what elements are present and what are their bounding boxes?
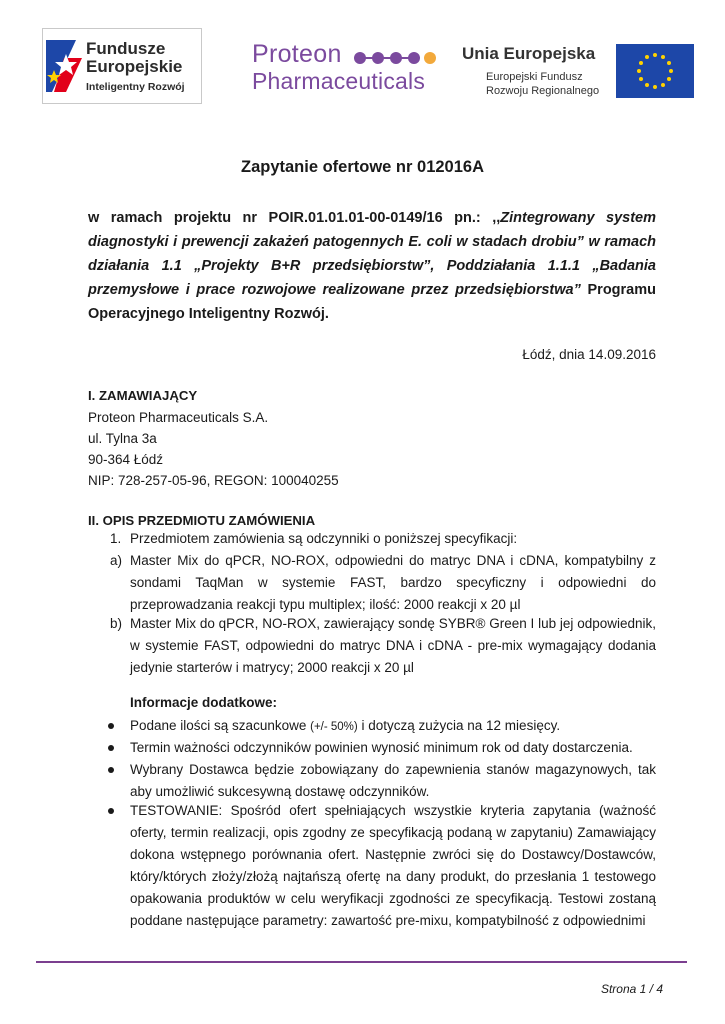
list-item (110, 613, 656, 679)
intro-part1: w ramach projektu nr POIR.01.01.01-00-0149/16 pn.: ,, (88, 210, 501, 226)
bullet-text: TESTOWANIE: Spośród ofert spełniających wszystkie kryteria zapytania (ważność oferty, termin realizacji, opis zgodny ze specyfikacją podaną w zapytaniu) Zamawiający dokona wstępnego porównania ofert. Następnie zwróci się do Dostawcy/Dostawców, który/których złoży/złożą najtańszą ofertę na dany produkt, do przesłania 1 testowego opakowania produktów w celu weryfikacji zgodności ze specyfikacją. Testowi zostaną poddane następujące parametry: zawartość pre-mixu, kompatybilność z odpowiednimi (130, 803, 656, 928)
ue-logo-line3: Rozwoju Regionalnego (486, 85, 600, 97)
bullet-text: Podane ilości są szacunkowe (130, 718, 311, 733)
bullet-text-end: i dotyczą zużycia na 12 miesięcy. (357, 718, 561, 733)
intro-part2: w ramach działania 1.1 „Projekty B+R przedsiębiorstw”, Poddziałania 1.1.1 „Badania przemysłowe i prace rozwojowe realizowane przez przedsiębiorstwa” (88, 234, 656, 298)
footer-divider (36, 961, 687, 963)
section2-heading: II. OPIS PRZEDMIOTU ZAMÓWIENIA (88, 513, 316, 528)
proteon-logo (250, 40, 440, 100)
page-number: Strona 1 / 4 (600, 982, 663, 996)
orderer-city: 90-364 Łódź (88, 452, 164, 467)
fe-logo-line2: Europejskie (86, 57, 183, 76)
document-title: Zapytanie ofertowe nr 012016A (240, 158, 484, 176)
proteon-logo-line1: Proteon (252, 40, 342, 68)
additional-info-heading: Informacje dodatkowe: (130, 695, 278, 710)
list-item (108, 737, 656, 759)
list-item (110, 528, 656, 550)
fundusze-europejskie-logo (42, 28, 202, 104)
fe-logo-line1: Fundusze (86, 39, 166, 58)
proteon-orange-dot-icon (422, 48, 442, 68)
list-item (108, 715, 656, 738)
bullet-icon (108, 808, 114, 814)
proteon-logo-line2: Pharmaceuticals (252, 68, 426, 94)
ue-logo-line1: Unia Europejska (462, 44, 596, 63)
list-item-text: Przedmiotem zamówienia są odczynniki o poniższej specyfikacji: (130, 531, 518, 546)
bullet-icon (108, 767, 114, 773)
orderer-name: Proteon Pharmaceuticals S.A. (88, 410, 269, 425)
bullet-text-note: (+/- 50%) (310, 721, 358, 733)
list-item-text: Master Mix do qPCR, NO-ROX, zawierający sondę SYBR® Green I lub jej odpowiednik, w systemie FAST, odpowiedni do matryc DNA i cDNA - pre-mix wymagający dodania jedynie starterów i matrycy; 2000 reakcji x 20 µl (130, 616, 656, 675)
bullet-text: Wybrany Dostawca będzie zobowiązany do zapewnienia stanów magazynowych, tak aby umożliwić sukcesywną dostawę odczynników. (130, 762, 656, 799)
ue-logo-line2: Europejski Fundusz (486, 71, 583, 83)
list-item (110, 550, 656, 616)
proteon-dots-icon (352, 48, 432, 68)
section1-heading: I. ZAMAWIAJĄCY (88, 388, 198, 403)
eu-flag-icon (616, 44, 694, 98)
list-item (108, 800, 656, 932)
bullet-icon (108, 723, 114, 729)
orderer-street: ul. Tylna 3a (88, 431, 157, 446)
orderer-ids: NIP: 728-257-05-96, REGON: 100040255 (88, 473, 339, 488)
fe-stars-icon (46, 36, 82, 96)
document-date: Łódź, dnia 14.09.2016 (522, 347, 656, 362)
bullet-icon (108, 745, 114, 751)
list-item-text: Master Mix do qPCR, NO-ROX, odpowiedni do matryc DNA i cDNA, kompatybilny z sondami TaqMan w systemie FAST, bardzo specyficzny i odpowiedni do przeprowadzania reakcji typu multiplex; ilość: 2000 reakcji x 20 µl (130, 553, 656, 612)
list-item-label: 1. (110, 531, 122, 546)
list-item-label: b) (110, 616, 123, 631)
list-item-label: a) (110, 553, 123, 568)
intro-part3: Programu Operacyjnego Inteligentny Rozwój. (88, 282, 656, 322)
unia-europejska-logo (458, 40, 608, 100)
project-intro (88, 206, 656, 326)
intro-project-name: Zintegrowany system diagnostyki i prewencji zakażeń patogennych E. coli w stadach drobiu” (88, 210, 657, 250)
fe-logo-line3: Inteligentny Rozwój (86, 81, 185, 93)
list-item (108, 759, 656, 803)
bullet-text: Termin ważności odczynników powinien wynosić minimum rok od daty dostarczenia. (130, 740, 633, 755)
